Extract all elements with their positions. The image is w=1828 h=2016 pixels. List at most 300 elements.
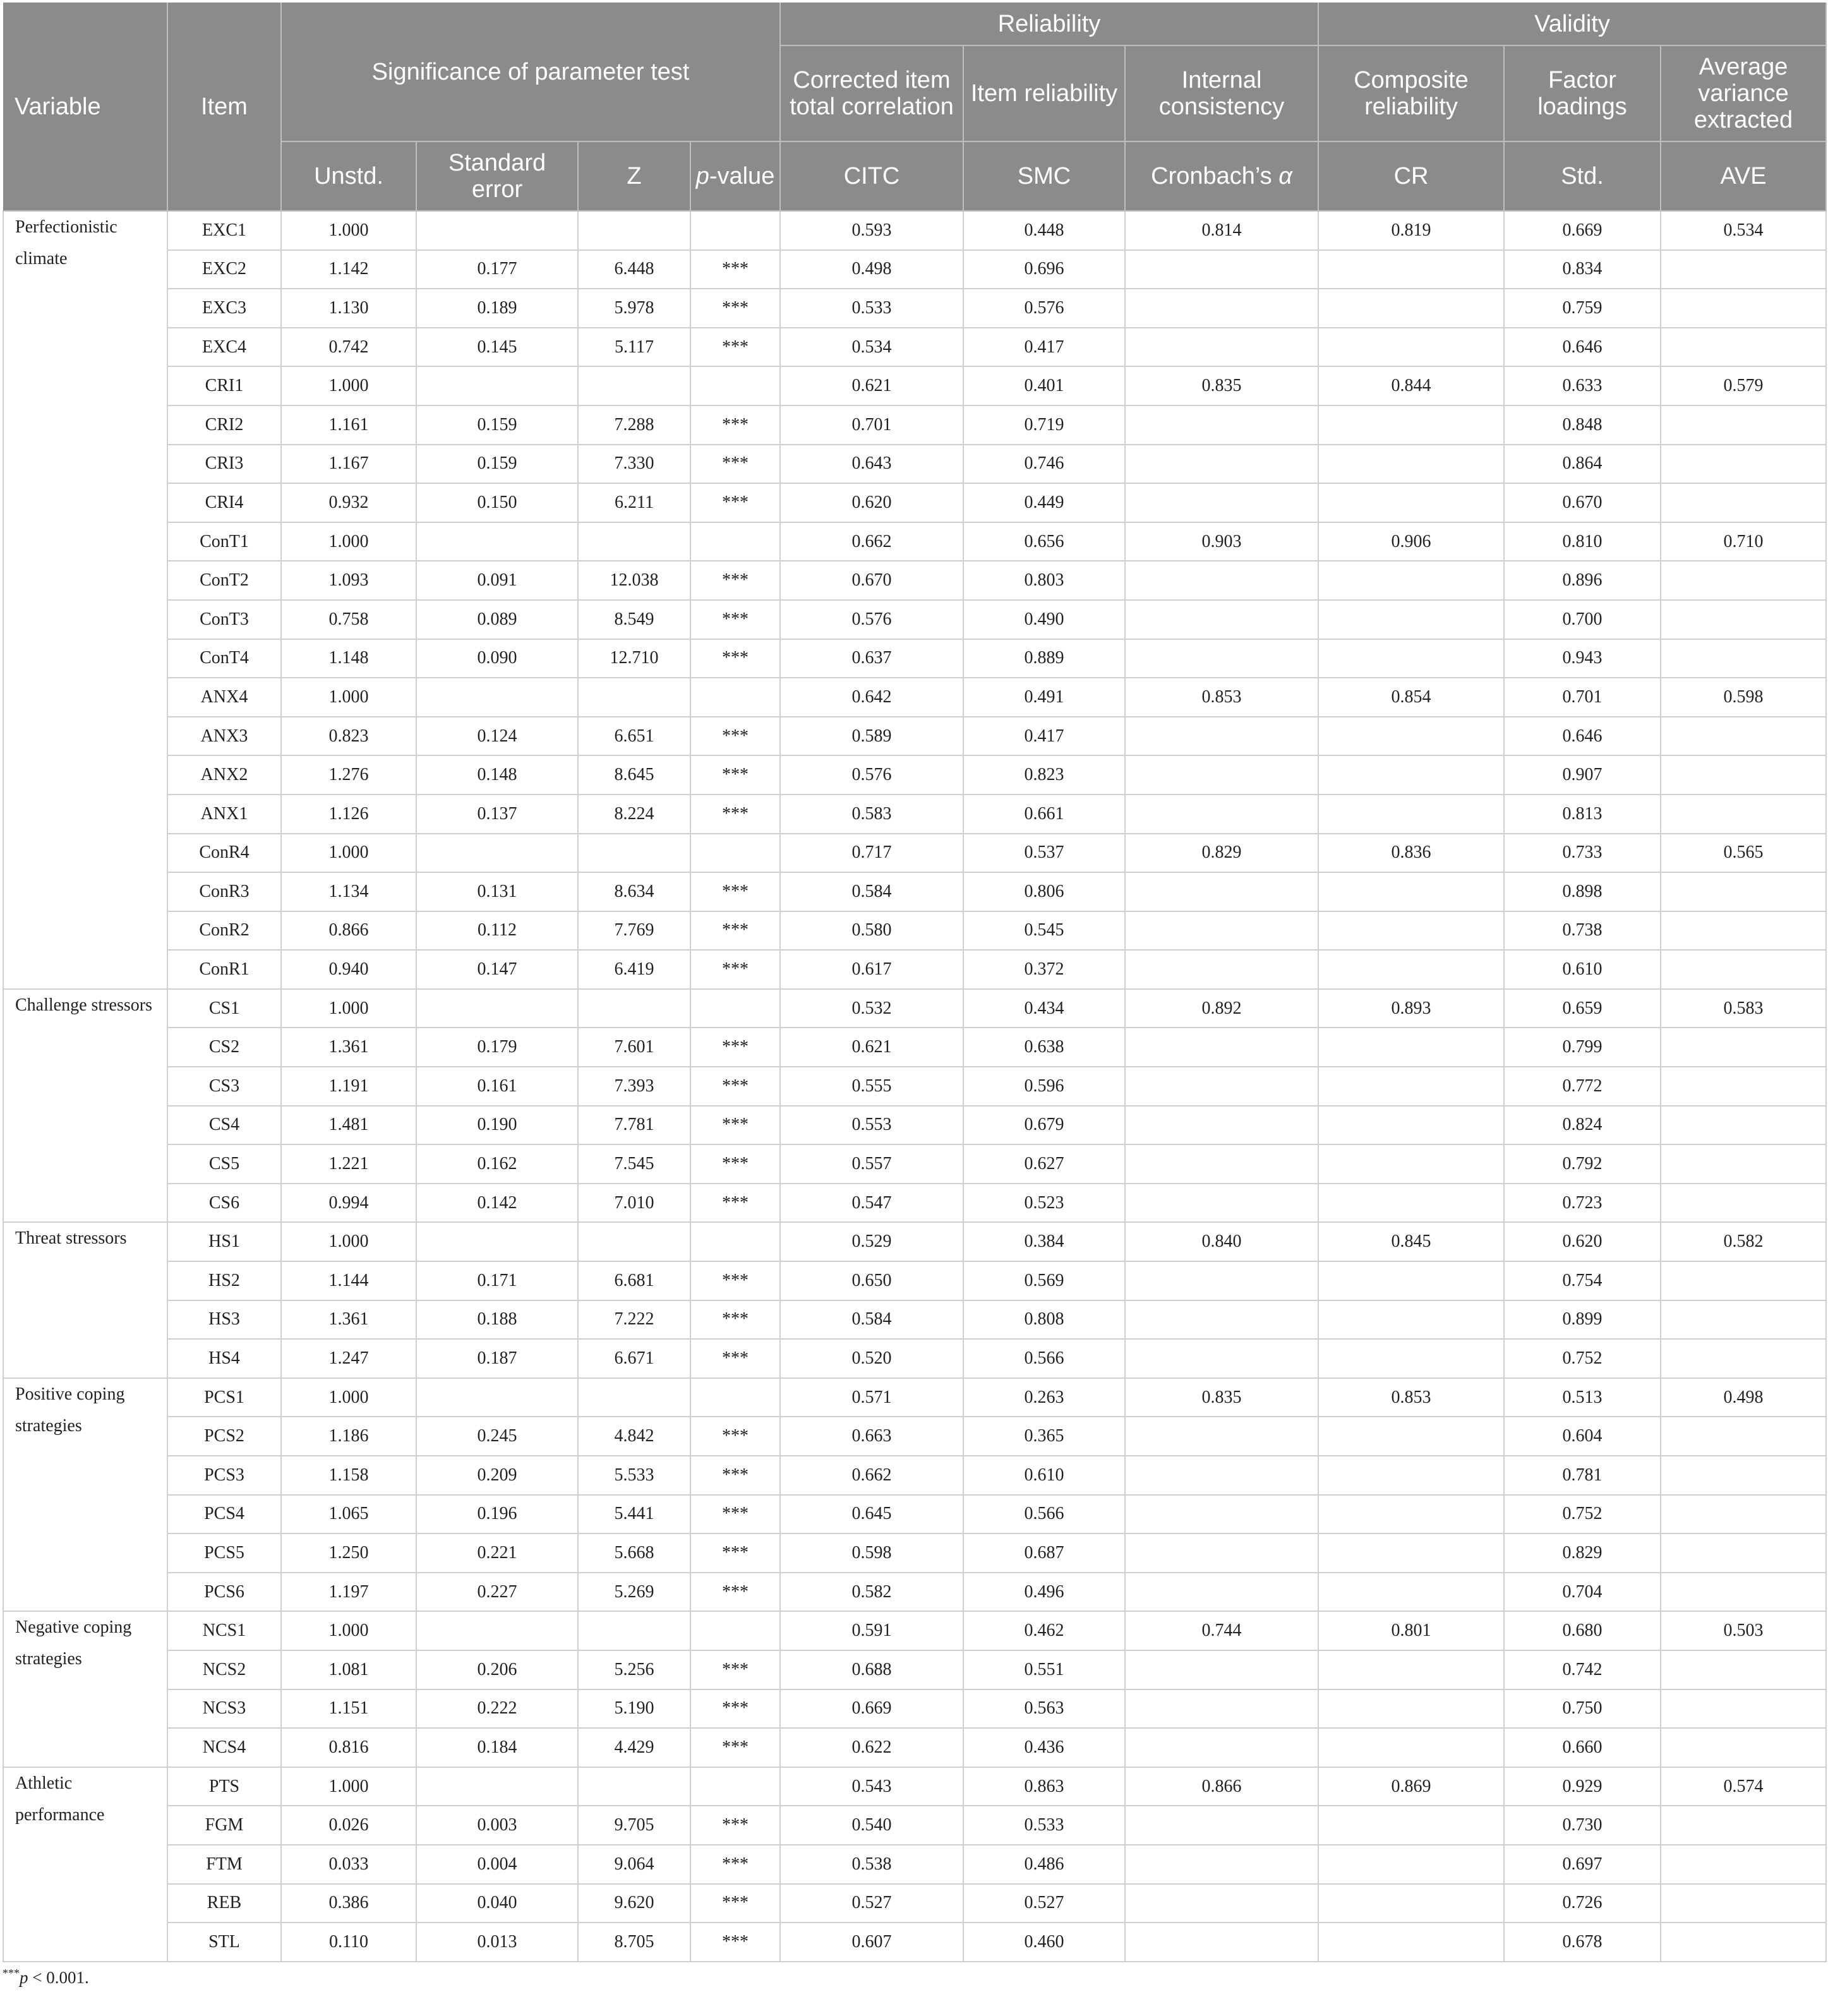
cronbach-alpha-cell	[1125, 445, 1318, 484]
item-cell: CS2	[167, 1028, 281, 1067]
smc-cell: 0.576	[963, 289, 1125, 328]
unstd-cell: 1.142	[281, 250, 416, 289]
std-cell: 0.752	[1504, 1495, 1661, 1534]
z-cell: 7.222	[578, 1300, 690, 1340]
cr-cell: 0.836	[1318, 834, 1504, 873]
citc-cell: 0.662	[780, 522, 963, 561]
citc-cell: 0.543	[780, 1767, 963, 1806]
cr-cell	[1318, 1573, 1504, 1612]
std-cell: 0.700	[1504, 600, 1661, 639]
cronbach-alpha-cell: 0.835	[1125, 366, 1318, 405]
p-value-cell: ***	[690, 1845, 780, 1884]
z-cell	[578, 678, 690, 717]
z-cell	[578, 1767, 690, 1806]
header-citc-label: Corrected item total correlation	[780, 45, 963, 141]
table-row	[3, 1028, 1826, 1067]
cr-cell: 0.893	[1318, 989, 1504, 1028]
cronbach-alpha-cell	[1125, 1300, 1318, 1340]
p-value-cell: ***	[690, 911, 780, 951]
item-cell: ConR3	[167, 872, 281, 911]
smc-cell: 0.449	[963, 483, 1125, 522]
ave-cell	[1661, 1495, 1826, 1534]
smc-cell: 0.448	[963, 211, 1125, 250]
ave-cell: 0.503	[1661, 1611, 1826, 1650]
cronbach-alpha-cell	[1125, 1261, 1318, 1300]
standard-error-cell: 0.090	[416, 639, 578, 678]
standard-error-cell	[416, 1378, 578, 1417]
ave-cell	[1661, 639, 1826, 678]
p-value-cell	[690, 1611, 780, 1650]
cronbach-alpha-cell	[1125, 561, 1318, 600]
std-cell: 0.810	[1504, 522, 1661, 561]
unstd-cell: 1.158	[281, 1456, 416, 1495]
results-table-container	[3, 3, 1825, 1962]
ave-cell	[1661, 289, 1826, 328]
item-cell: NCS2	[167, 1650, 281, 1689]
item-cell: HS4	[167, 1339, 281, 1378]
table-row	[3, 795, 1826, 834]
ave-cell	[1661, 1106, 1826, 1145]
ave-cell	[1661, 1689, 1826, 1729]
item-cell: ANX4	[167, 678, 281, 717]
item-cell: ANX1	[167, 795, 281, 834]
citc-cell: 0.593	[780, 211, 963, 250]
citc-cell: 0.584	[780, 1300, 963, 1340]
cr-cell	[1318, 1533, 1504, 1573]
std-cell: 0.704	[1504, 1573, 1661, 1612]
ave-cell	[1661, 445, 1826, 484]
item-cell: CS3	[167, 1067, 281, 1106]
item-cell: PCS3	[167, 1456, 281, 1495]
cr-cell	[1318, 1923, 1504, 1962]
std-cell: 0.792	[1504, 1144, 1661, 1184]
table-row	[3, 1067, 1826, 1106]
z-cell: 6.211	[578, 483, 690, 522]
p-value-cell: ***	[690, 755, 780, 795]
table-row	[3, 911, 1826, 951]
ave-cell	[1661, 600, 1826, 639]
standard-error-cell: 0.188	[416, 1300, 578, 1340]
std-cell: 0.669	[1504, 211, 1661, 250]
p-value-cell: ***	[690, 1495, 780, 1534]
z-cell	[578, 989, 690, 1028]
header-p-italic: p	[695, 163, 709, 189]
cronbach-alpha-cell	[1125, 1650, 1318, 1689]
standard-error-cell: 0.089	[416, 600, 578, 639]
smc-cell: 0.496	[963, 1573, 1125, 1612]
cr-cell: 0.853	[1318, 1378, 1504, 1417]
smc-cell: 0.803	[963, 561, 1125, 600]
table-row	[3, 1884, 1826, 1923]
variable-cell: Athletic performance	[3, 1767, 167, 1962]
unstd-cell: 1.250	[281, 1533, 416, 1573]
smc-cell: 0.566	[963, 1339, 1125, 1378]
std-cell: 0.907	[1504, 755, 1661, 795]
cr-cell	[1318, 1650, 1504, 1689]
std-cell: 0.899	[1504, 1300, 1661, 1340]
unstd-cell: 1.000	[281, 989, 416, 1028]
standard-error-cell: 0.003	[416, 1806, 578, 1845]
std-cell: 0.754	[1504, 1261, 1661, 1300]
z-cell: 6.651	[578, 717, 690, 756]
unstd-cell: 1.167	[281, 445, 416, 484]
ave-cell	[1661, 1728, 1826, 1767]
table-row	[3, 1339, 1826, 1378]
citc-cell: 0.650	[780, 1261, 963, 1300]
ave-cell: 0.534	[1661, 211, 1826, 250]
table-row	[3, 1689, 1826, 1729]
citc-cell: 0.617	[780, 950, 963, 989]
standard-error-cell: 0.196	[416, 1495, 578, 1534]
ave-cell	[1661, 717, 1826, 756]
item-cell: ConT3	[167, 600, 281, 639]
std-cell: 0.896	[1504, 561, 1661, 600]
std-cell: 0.610	[1504, 950, 1661, 989]
p-value-cell: ***	[690, 1339, 780, 1378]
smc-cell: 0.638	[963, 1028, 1125, 1067]
standard-error-cell: 0.222	[416, 1689, 578, 1729]
header-item-reliability-label: Item reliability	[963, 45, 1125, 141]
header-ave: AVE	[1661, 141, 1826, 211]
item-cell: ConR2	[167, 911, 281, 951]
p-value-cell: ***	[690, 1728, 780, 1767]
cr-cell	[1318, 1884, 1504, 1923]
citc-cell: 0.669	[780, 1689, 963, 1729]
unstd-cell: 0.033	[281, 1845, 416, 1884]
p-value-cell: ***	[690, 1923, 780, 1962]
citc-cell: 0.576	[780, 755, 963, 795]
p-value-cell: ***	[690, 639, 780, 678]
cronbach-alpha-cell	[1125, 1067, 1318, 1106]
citc-cell: 0.637	[780, 639, 963, 678]
cr-cell	[1318, 1495, 1504, 1534]
p-value-cell: ***	[690, 250, 780, 289]
std-cell: 0.604	[1504, 1417, 1661, 1456]
header-p-value	[690, 141, 780, 211]
standard-error-cell: 0.171	[416, 1261, 578, 1300]
item-cell: CS5	[167, 1144, 281, 1184]
z-cell	[578, 366, 690, 405]
table-row	[3, 1222, 1826, 1261]
z-cell: 7.781	[578, 1106, 690, 1145]
item-cell: PCS6	[167, 1573, 281, 1612]
z-cell	[578, 1222, 690, 1261]
unstd-cell: 0.742	[281, 328, 416, 367]
cronbach-alpha-cell	[1125, 872, 1318, 911]
cronbach-alpha-cell	[1125, 1533, 1318, 1573]
cr-cell	[1318, 445, 1504, 484]
std-cell: 0.620	[1504, 1222, 1661, 1261]
standard-error-cell: 0.190	[416, 1106, 578, 1145]
standard-error-cell	[416, 211, 578, 250]
p-value-cell: ***	[690, 483, 780, 522]
std-cell: 0.733	[1504, 834, 1661, 873]
z-cell	[578, 1611, 690, 1650]
citc-cell: 0.663	[780, 1417, 963, 1456]
z-cell: 5.441	[578, 1495, 690, 1534]
citc-cell: 0.621	[780, 366, 963, 405]
p-value-cell: ***	[690, 1106, 780, 1145]
unstd-cell: 0.940	[281, 950, 416, 989]
standard-error-cell: 0.221	[416, 1533, 578, 1573]
unstd-cell: 1.144	[281, 1261, 416, 1300]
standard-error-cell: 0.150	[416, 483, 578, 522]
smc-cell: 0.372	[963, 950, 1125, 989]
header-significance-group: Significance of parameter test	[281, 3, 780, 141]
p-value-cell: ***	[690, 1417, 780, 1456]
std-cell: 0.730	[1504, 1806, 1661, 1845]
smc-cell: 0.823	[963, 755, 1125, 795]
standard-error-cell: 0.131	[416, 872, 578, 911]
smc-cell: 0.460	[963, 1923, 1125, 1962]
item-cell: ANX3	[167, 717, 281, 756]
item-cell: CS4	[167, 1106, 281, 1145]
cr-cell	[1318, 1067, 1504, 1106]
item-cell: ConT1	[167, 522, 281, 561]
ave-cell	[1661, 1144, 1826, 1184]
cr-cell: 0.869	[1318, 1767, 1504, 1806]
cr-cell	[1318, 1806, 1504, 1845]
smc-cell: 0.401	[963, 366, 1125, 405]
table-row	[3, 1417, 1826, 1456]
standard-error-cell: 0.184	[416, 1728, 578, 1767]
cronbach-alpha-cell: 0.814	[1125, 211, 1318, 250]
z-cell: 6.419	[578, 950, 690, 989]
citc-cell: 0.533	[780, 289, 963, 328]
standard-error-cell	[416, 678, 578, 717]
table-row	[3, 1728, 1826, 1767]
smc-cell: 0.527	[963, 1884, 1125, 1923]
smc-cell: 0.687	[963, 1533, 1125, 1573]
p-value-cell: ***	[690, 289, 780, 328]
p-value-cell: ***	[690, 950, 780, 989]
unstd-cell: 1.126	[281, 795, 416, 834]
unstd-cell: 1.081	[281, 1650, 416, 1689]
cr-cell: 0.819	[1318, 211, 1504, 250]
p-value-cell: ***	[690, 717, 780, 756]
standard-error-cell	[416, 1767, 578, 1806]
unstd-cell: 1.161	[281, 405, 416, 445]
cr-cell	[1318, 1028, 1504, 1067]
unstd-cell: 0.994	[281, 1184, 416, 1223]
unstd-cell: 0.823	[281, 717, 416, 756]
citc-cell: 0.498	[780, 250, 963, 289]
table-row	[3, 1533, 1826, 1573]
table-row	[3, 250, 1826, 289]
item-cell: STL	[167, 1923, 281, 1962]
item-cell: HS2	[167, 1261, 281, 1300]
cronbach-alpha-cell: 0.829	[1125, 834, 1318, 873]
footnote-p: p	[20, 1968, 28, 1987]
table-row	[3, 1261, 1826, 1300]
ave-cell	[1661, 405, 1826, 445]
p-value-cell: ***	[690, 1300, 780, 1340]
smc-cell: 0.365	[963, 1417, 1125, 1456]
z-cell: 8.634	[578, 872, 690, 911]
table-row	[3, 328, 1826, 367]
citc-cell: 0.688	[780, 1650, 963, 1689]
unstd-cell: 1.093	[281, 561, 416, 600]
ave-cell	[1661, 1573, 1826, 1612]
std-cell: 0.726	[1504, 1884, 1661, 1923]
item-cell: EXC1	[167, 211, 281, 250]
unstd-cell: 1.000	[281, 1767, 416, 1806]
cronbach-alpha-cell	[1125, 250, 1318, 289]
standard-error-cell	[416, 1222, 578, 1261]
unstd-cell: 1.000	[281, 522, 416, 561]
citc-cell: 0.643	[780, 445, 963, 484]
unstd-cell: 1.247	[281, 1339, 416, 1378]
std-cell: 0.659	[1504, 989, 1661, 1028]
z-cell: 8.549	[578, 600, 690, 639]
std-cell: 0.848	[1504, 405, 1661, 445]
citc-cell: 0.662	[780, 1456, 963, 1495]
smc-cell: 0.696	[963, 250, 1125, 289]
citc-cell: 0.621	[780, 1028, 963, 1067]
z-cell: 5.668	[578, 1533, 690, 1573]
smc-cell: 0.596	[963, 1067, 1125, 1106]
table-row	[3, 717, 1826, 756]
unstd-cell: 1.000	[281, 1611, 416, 1650]
z-cell: 6.681	[578, 1261, 690, 1300]
citc-cell: 0.620	[780, 483, 963, 522]
standard-error-cell: 0.142	[416, 1184, 578, 1223]
cronbach-alpha-cell	[1125, 405, 1318, 445]
ave-cell	[1661, 1417, 1826, 1456]
cr-cell	[1318, 1728, 1504, 1767]
header-variable: Variable	[3, 3, 167, 211]
ave-cell	[1661, 1339, 1826, 1378]
cr-cell	[1318, 1300, 1504, 1340]
cr-cell	[1318, 717, 1504, 756]
citc-cell: 0.622	[780, 1728, 963, 1767]
p-value-cell: ***	[690, 1456, 780, 1495]
ave-cell	[1661, 1923, 1826, 1962]
cronbach-alpha-cell	[1125, 795, 1318, 834]
cronbach-alpha-cell	[1125, 1417, 1318, 1456]
ave-cell	[1661, 1650, 1826, 1689]
table-row	[3, 1611, 1826, 1650]
std-cell: 0.834	[1504, 250, 1661, 289]
z-cell: 7.393	[578, 1067, 690, 1106]
header-p-rest: -value	[709, 163, 775, 189]
ave-cell	[1661, 1845, 1826, 1884]
table-row	[3, 445, 1826, 484]
table-row	[3, 600, 1826, 639]
citc-cell: 0.717	[780, 834, 963, 873]
citc-cell: 0.582	[780, 1573, 963, 1612]
citc-cell: 0.555	[780, 1067, 963, 1106]
standard-error-cell: 0.187	[416, 1339, 578, 1378]
cr-cell	[1318, 639, 1504, 678]
smc-cell: 0.417	[963, 717, 1125, 756]
table-header	[3, 3, 1826, 211]
cr-cell: 0.844	[1318, 366, 1504, 405]
cronbach-alpha-cell: 0.866	[1125, 1767, 1318, 1806]
variable-cell: Perfectionistic climate	[3, 211, 167, 989]
std-cell: 0.781	[1504, 1456, 1661, 1495]
ave-cell	[1661, 1806, 1826, 1845]
smc-cell: 0.436	[963, 1728, 1125, 1767]
citc-cell: 0.557	[780, 1144, 963, 1184]
unstd-cell: 0.758	[281, 600, 416, 639]
z-cell: 9.620	[578, 1884, 690, 1923]
ave-cell	[1661, 1884, 1826, 1923]
item-cell: HS3	[167, 1300, 281, 1340]
ave-cell	[1661, 561, 1826, 600]
cronbach-alpha-cell	[1125, 755, 1318, 795]
cronbach-alpha-cell	[1125, 328, 1318, 367]
z-cell: 4.429	[578, 1728, 690, 1767]
std-cell: 0.738	[1504, 911, 1661, 951]
cr-cell: 0.906	[1318, 522, 1504, 561]
header-internal-consistency-label: Internal consistency	[1125, 45, 1318, 141]
z-cell: 9.705	[578, 1806, 690, 1845]
cronbach-alpha-cell	[1125, 289, 1318, 328]
cr-cell	[1318, 289, 1504, 328]
unstd-cell: 0.932	[281, 483, 416, 522]
unstd-cell: 1.000	[281, 834, 416, 873]
ave-cell	[1661, 1456, 1826, 1495]
variable-cell: Threat stressors	[3, 1222, 167, 1377]
smc-cell: 0.806	[963, 872, 1125, 911]
cr-cell	[1318, 950, 1504, 989]
ave-cell	[1661, 1533, 1826, 1573]
std-cell: 0.678	[1504, 1923, 1661, 1962]
unstd-cell: 0.866	[281, 911, 416, 951]
citc-cell: 0.607	[780, 1923, 963, 1962]
item-cell: ConT4	[167, 639, 281, 678]
unstd-cell: 0.386	[281, 1884, 416, 1923]
cronbach-alpha-cell: 0.840	[1125, 1222, 1318, 1261]
cronbach-alpha-cell: 0.835	[1125, 1378, 1318, 1417]
cronbach-alpha-cell	[1125, 1495, 1318, 1534]
citc-cell: 0.580	[780, 911, 963, 951]
standard-error-cell: 0.040	[416, 1884, 578, 1923]
citc-cell: 0.701	[780, 405, 963, 445]
table-row	[3, 1184, 1826, 1223]
ave-cell	[1661, 755, 1826, 795]
unstd-cell: 1.000	[281, 678, 416, 717]
table-row	[3, 1456, 1826, 1495]
cronbach-alpha-cell	[1125, 1845, 1318, 1884]
citc-cell: 0.538	[780, 1845, 963, 1884]
table-row	[3, 950, 1826, 989]
table-row	[3, 1144, 1826, 1184]
ave-cell: 0.598	[1661, 678, 1826, 717]
z-cell: 7.601	[578, 1028, 690, 1067]
table-row	[3, 1845, 1826, 1884]
table-row	[3, 1495, 1826, 1534]
p-value-cell: ***	[690, 445, 780, 484]
p-value-cell	[690, 989, 780, 1028]
table-row	[3, 1300, 1826, 1340]
ave-cell	[1661, 872, 1826, 911]
item-cell: CRI1	[167, 366, 281, 405]
p-value-cell: ***	[690, 1533, 780, 1573]
ave-cell	[1661, 1184, 1826, 1223]
item-cell: REB	[167, 1884, 281, 1923]
smc-cell: 0.537	[963, 834, 1125, 873]
item-cell: PCS2	[167, 1417, 281, 1456]
cronbach-alpha-cell	[1125, 1184, 1318, 1223]
cr-cell	[1318, 1106, 1504, 1145]
smc-cell: 0.523	[963, 1184, 1125, 1223]
smc-cell: 0.533	[963, 1806, 1125, 1845]
z-cell: 7.769	[578, 911, 690, 951]
item-cell: EXC3	[167, 289, 281, 328]
z-cell: 8.645	[578, 755, 690, 795]
